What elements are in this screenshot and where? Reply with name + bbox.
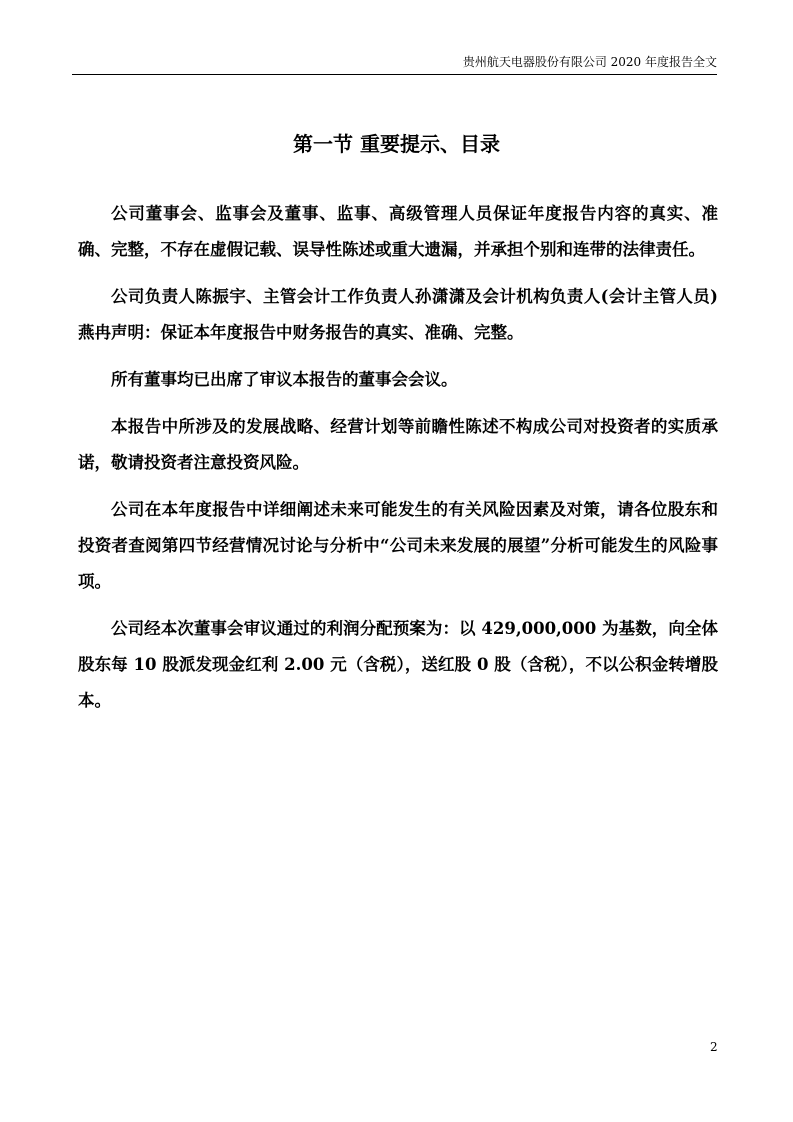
paragraph-financial-report-statement: 公司负责人陈振宇、主管会计工作负责人孙潇潇及会计机构负责人(会计主管人员)燕冉声明：保证本年度报告中财务报告的真实、准确、完整。 [78, 287, 718, 342]
paragraph-risk-factors: 公司在本年度报告中详细阐述未来可能发生的有关风险因素及对策，请各位股东和投资者查阅第四节经营情况讨论与分析中“公司未来发展的展望”分析可能发生的风险事项。 [78, 500, 718, 591]
header-text: 贵州航天电器股份有限公司 2020 年度报告全文 [462, 55, 717, 69]
section-title: 第一节 重要提示、目录 [293, 132, 500, 156]
paragraph-board-attendance: 所有董事均已出席了审议本报告的董事会会议。 [111, 370, 458, 389]
paragraph-forward-looking-disclaimer: 本报告中所涉及的发展战略、经营计划等前瞻性陈述不构成公司对投资者的实质承诺，敬请投资者注意投资风险。 [78, 417, 718, 472]
paragraph-profit-distribution: 公司经本次董事会审议通过的利润分配预案为：以 429,000,000 为基数，向全体股东每 10 股派发现金红利 2.00 元（含税），送红股 0 股（含税），不以公积金转增股本。 [78, 619, 718, 710]
paragraph-responsibility-statement: 公司董事会、监事会及董事、监事、高级管理人员保证年度报告内容的真实、准确、完整，不存在虚假记载、误导性陈述或重大遗漏，并承担个别和连带的法律责任。 [78, 204, 718, 259]
notice-body [78, 196, 718, 719]
page-header [72, 52, 717, 75]
page-number: 2 [710, 1040, 718, 1054]
